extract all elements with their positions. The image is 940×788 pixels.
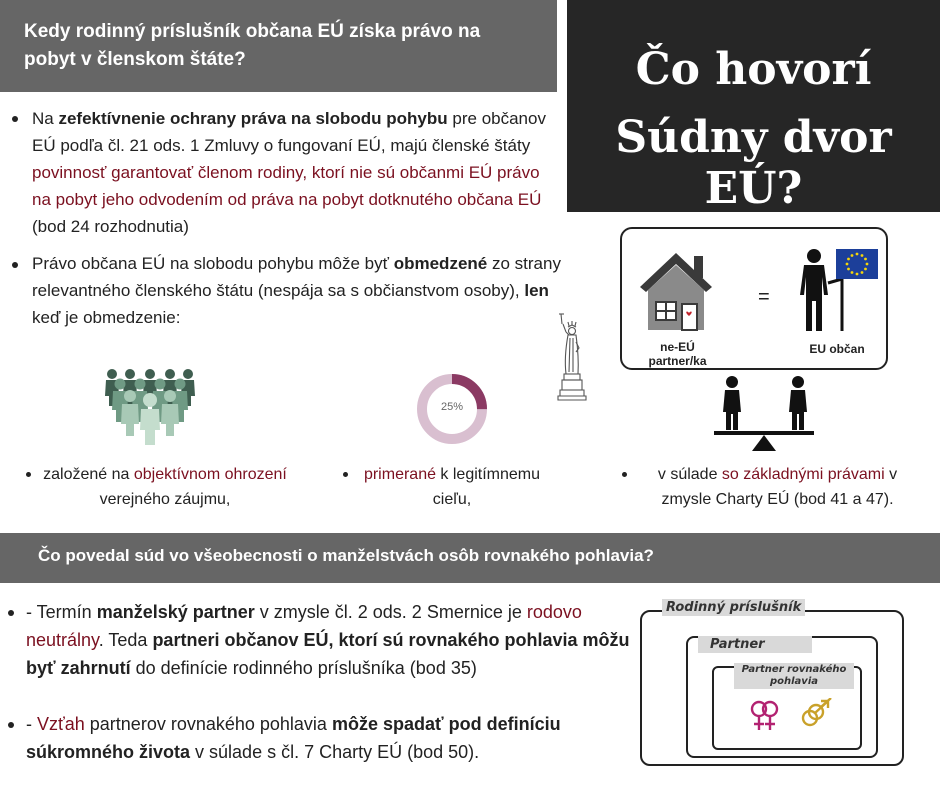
eu-citizen-icon [798, 247, 880, 333]
same-sex-partner-label: Partner rovnakého pohlavia [734, 663, 854, 689]
condition-2: primerané k legitímnemu cieľu, [363, 466, 541, 508]
question-2-text: Čo povedal súd vo všeobecnosti o manželstvách osôb rovnakého pohlavia? [38, 546, 654, 565]
bullet [622, 472, 627, 477]
title-line-2: Súdny dvor EÚ? [615, 112, 892, 214]
house-icon [638, 250, 714, 332]
title-line-1: Čo hovorí [635, 44, 872, 95]
equals-sign: = [758, 286, 770, 308]
paragraph-1: Na zefektívnenie ochrany práva na slobodu pohybu pre občanov EÚ podľa čl. 21 ods. 1 Zmluvy o fungovaní EÚ, majú členské štáty povinnosť garantovať členom rodiny, ktorí nie sú občanmi EÚ právo na pobyt jeho odvodením od práva na pobyt dotknutého občana EÚ (bod 24 rozhodnutia) [32, 109, 546, 236]
eu-citizen-label: EU občan [809, 342, 865, 356]
bullet [12, 262, 18, 268]
donut-percent-label: 25% [440, 401, 464, 413]
question-1-text [24, 18, 544, 74]
female-couple-icon [748, 698, 782, 732]
bullet [343, 472, 348, 477]
partner-label: Partner [698, 636, 812, 653]
condition-3: v súlade so základnými právami v zmysle Charty EÚ (bod 41 a 47). [657, 466, 898, 508]
male-couple-icon [798, 698, 834, 732]
family-member-label: Rodinný príslušník [662, 599, 805, 616]
question-1-line-1: Kedy rodinný príslušník občana EÚ získa právo na [24, 21, 481, 42]
balance-scale-icon [712, 374, 816, 452]
bullet [8, 722, 14, 728]
bullet [12, 116, 18, 122]
bullet [26, 472, 31, 477]
question-1-line-2: pobyt v členskom štáte? [24, 49, 246, 70]
paragraph-2: Právo občana EÚ na slobodu pohybu môže byť obmedzené zo strany relevantného členského štátu (nespája sa s občianstvom osoby), len keď je obmedzenie: [32, 254, 561, 327]
non-eu-partner-label: ne-EÚ partner/ka [648, 340, 707, 368]
bullet [8, 610, 14, 616]
people-group-icon [104, 368, 196, 446]
paragraph-4: - Vzťah partnerov rovnakého pohlavia môže spadať pod definíciu súkromného života v súlade s čl. 7 Charty EÚ (bod 50). [26, 714, 561, 762]
statue-of-liberty-icon [552, 312, 588, 402]
condition-1: založené na objektívnom ohrození verejného záujmu, [43, 466, 287, 508]
paragraph-3: - Termín manželský partner v zmysle čl. 2 ods. 2 Smernice je rodovo neutrálny. Teda partneri občanov EÚ, ktorí sú rovnakého pohlavia môžu byť zahrnutí do definície rodinného príslušníka (bod 35) [26, 602, 630, 678]
